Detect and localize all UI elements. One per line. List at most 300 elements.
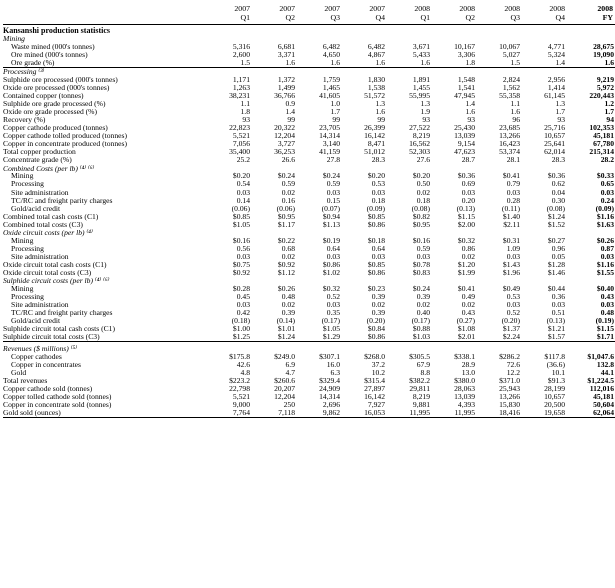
quarter-value-cell: 0.03: [236, 299, 250, 309]
quarter-value-cell: 8,219: [412, 392, 430, 402]
row-label: Sulphide ore grade processed (%): [3, 99, 106, 109]
quarter-value-cell: (0.20): [366, 315, 385, 325]
quarter-value-cell: $0.36: [457, 171, 475, 181]
quarter-value-cell: $0.32: [457, 235, 475, 245]
quarter-value-cell: 26,399: [364, 123, 385, 133]
quarter-value-cell: 1.0: [330, 99, 340, 109]
quarter-value-cell: 0.05: [551, 251, 565, 261]
fy-value-cell: 0.03: [600, 251, 614, 261]
quarter-value-cell: $268.0: [364, 352, 385, 362]
quarter-value-cell: 10,657: [544, 392, 565, 402]
quarter-value-cell: 28,199: [544, 384, 565, 394]
quarter-value-cell: 0.16: [281, 195, 295, 205]
fy-value-cell: 112,016: [589, 384, 614, 394]
quarter-value-cell: 93: [422, 115, 430, 125]
quarter-value-cell: 16,142: [364, 392, 385, 402]
subsection-label: Combined Costs (per lb) ⁽⁴⁾ ⁽⁶⁾: [3, 163, 95, 173]
subsection-header-row: [3, 165, 615, 173]
quarter-value-cell: 7,056: [232, 139, 250, 149]
quarter-value-cell: $0.86: [342, 333, 387, 342]
quarter-value-cell: 41,159: [319, 147, 340, 157]
quarter-value-cell: 55,358: [499, 91, 520, 101]
table-row: [3, 237, 615, 245]
quarter-value-cell: $329.4: [319, 376, 340, 386]
quarter-value-cell: $1.21: [547, 324, 565, 334]
row-label: Oxide circuit total costs (C3): [3, 267, 92, 277]
fy-value-cell: 44.1: [600, 368, 614, 378]
quarter-value-cell: 4,867: [367, 50, 385, 59]
fy-value-cell: 19,090: [593, 50, 614, 59]
quarter-value-cell: $0.20: [232, 171, 250, 181]
quarter-value-cell: 6,482: [367, 41, 385, 51]
quarter-value-cell: 13.0: [461, 368, 475, 378]
subsection-label: Oxide circuit costs (per lb) ⁽⁴⁾: [3, 227, 93, 237]
quarter-value-cell: 10,657: [544, 131, 565, 141]
header-year: 2008: [414, 4, 430, 13]
fy-value-cell: $1.55: [596, 267, 614, 277]
quarter-value-cell: 0.43: [461, 307, 475, 317]
section-title: Kansanshi production statistics: [3, 26, 110, 35]
row-label: Copper cathode produced (tonnes): [3, 123, 108, 133]
quarter-value-cell: (0.08): [411, 203, 430, 213]
quarter-value-cell: 1.4: [465, 99, 475, 109]
quarter-value-cell: 1.6: [252, 59, 297, 68]
quarter-value-cell: 51,012: [364, 147, 385, 157]
table-header: [3, 0, 615, 25]
quarter-value-cell: 0.02: [461, 251, 475, 261]
quarter-value-cell: 13,266: [499, 392, 520, 402]
quarter-value-cell: (0.18): [231, 315, 250, 325]
quarter-value-cell: 1.3: [555, 99, 565, 109]
table-row: [3, 353, 615, 361]
quarter-value-cell: 0.86: [461, 243, 475, 253]
quarter-value-cell: 20,322: [274, 123, 295, 133]
quarter-value-cell: $1.40: [502, 211, 520, 221]
quarter-value-cell: $1.46: [547, 267, 565, 277]
quarter-value-cell: $1.99: [457, 267, 475, 277]
quarter-value-cell: $260.6: [274, 376, 295, 386]
table-row: [3, 293, 615, 301]
quarter-value-cell: (0.14): [276, 315, 295, 325]
quarter-value-cell: $1.12: [277, 267, 295, 277]
quarter-value-cell: $0.23: [367, 283, 385, 293]
quarter-value-cell: 62,014: [544, 147, 565, 157]
row-label: Ore mined (000's tonnes): [11, 50, 88, 59]
quarter-value-cell: 0.02: [371, 299, 385, 309]
quarter-value-cell: 0.39: [371, 307, 385, 317]
quarter-value-cell: $0.44: [547, 283, 565, 293]
fy-value-cell: 45,181: [593, 131, 614, 141]
section-title-row: [3, 25, 615, 36]
quarter-value-cell: 4,771: [547, 41, 565, 51]
quarter-value-cell: 8,471: [367, 139, 385, 149]
quarter-value-cell: 1.6: [297, 59, 342, 68]
quarter-value-cell: 0.18: [371, 195, 385, 205]
table-row: [3, 140, 615, 148]
subsection-header-row: [3, 229, 615, 237]
quarter-value-cell: 1.09: [506, 243, 520, 253]
fy-value-cell: 1.2: [604, 99, 614, 109]
row-label: Copper cathodes: [11, 352, 62, 362]
quarter-value-cell: 1.4: [285, 107, 295, 117]
quarter-value-cell: 1.6: [387, 59, 432, 68]
quarter-value-cell: 0.54: [236, 179, 250, 189]
row-label: Gold/acid credit: [11, 315, 61, 325]
table-row: [3, 197, 615, 205]
quarter-value-cell: 99: [287, 115, 295, 125]
quarter-value-cell: 0.02: [281, 299, 295, 309]
header-year: 2007: [369, 4, 385, 13]
quarter-value-cell: $91.3: [547, 376, 565, 386]
quarter-value-cell: $305.5: [409, 352, 430, 362]
row-label: Sulphide circuit total costs (C3): [3, 333, 207, 342]
table-row: [3, 285, 615, 293]
quarter-value-cell: $307.1: [319, 352, 340, 362]
header-period: Q4: [522, 13, 567, 25]
fy-value-cell: 215,314: [589, 147, 614, 157]
row-label: Mining: [11, 171, 34, 181]
fy-value-cell: 132.8: [596, 360, 614, 370]
quarter-value-cell: 1,830: [367, 75, 385, 84]
table-row: [3, 59, 615, 68]
quarter-value-cell: 1.1: [510, 99, 520, 109]
quarter-value-cell: 1,562: [502, 83, 520, 93]
quarter-value-cell: (0.06): [276, 203, 295, 213]
quarter-value-cell: 25.2: [236, 155, 250, 165]
quarter-value-cell: 0.02: [461, 299, 475, 309]
quarter-value-cell: 2,600: [232, 50, 250, 59]
quarter-value-cell: 0.36: [551, 291, 565, 301]
quarter-value-cell: $315.4: [364, 376, 385, 386]
quarter-value-cell: $0.22: [277, 235, 295, 245]
quarter-value-cell: 0.62: [551, 179, 565, 189]
quarter-value-cell: 1.6: [375, 107, 385, 117]
quarter-value-cell: 12,204: [274, 131, 295, 141]
row-label: Mining: [11, 283, 34, 293]
quarter-value-cell: 7,764: [207, 409, 252, 418]
quarter-value-cell: 5,433: [412, 50, 430, 59]
quarter-value-cell: $371.0: [499, 376, 520, 386]
fy-value-cell: 0.65: [600, 179, 614, 189]
quarter-value-cell: 1.1: [240, 99, 250, 109]
quarter-value-cell: 8,219: [412, 131, 430, 141]
fy-value-cell: 0.03: [600, 187, 614, 197]
row-label: Sulphide circuit total cash costs (C1): [3, 324, 115, 334]
quarter-value-cell: 0.03: [236, 187, 250, 197]
table-row: [3, 43, 615, 51]
subsection-label: Processing ⁽³⁾: [3, 67, 45, 77]
quarter-value-cell: 24,909: [319, 384, 340, 394]
quarter-value-cell: $0.94: [322, 211, 340, 221]
quarter-value-cell: 0.04: [551, 187, 565, 197]
row-label: Combined total cash costs (C1): [3, 211, 99, 221]
quarter-value-cell: 61,145: [544, 91, 565, 101]
quarter-value-cell: $0.78: [412, 259, 430, 269]
quarter-value-cell: (0.06): [231, 203, 250, 213]
quarter-value-cell: (0.20): [501, 315, 520, 325]
quarter-value-cell: 5,027: [502, 50, 520, 59]
quarter-value-cell: 22,798: [229, 384, 250, 394]
fy-value-cell: $1.63: [596, 219, 614, 229]
production-statistics-table: [3, 0, 615, 418]
quarter-value-cell: 14,314: [319, 392, 340, 402]
header-year: 2008: [504, 4, 520, 13]
table-row: [3, 172, 615, 180]
subsection-label: Sulphide circuit costs (per lb) ⁽⁴⁾ ⁽⁶⁾: [3, 275, 110, 285]
quarter-value-cell: 3,671: [412, 41, 430, 51]
quarter-value-cell: $0.16: [232, 235, 250, 245]
quarter-value-cell: 0.03: [506, 251, 520, 261]
quarter-value-cell: 0.69: [461, 179, 475, 189]
quarter-value-cell: 0.03: [371, 187, 385, 197]
header-period: Q1: [207, 13, 252, 25]
quarter-value-cell: $0.86: [322, 259, 340, 269]
row-label: Copper in concentrates: [11, 360, 82, 370]
table-row: [3, 84, 615, 92]
quarter-value-cell: 4,650: [322, 50, 340, 59]
fy-value-cell: 1.7: [604, 107, 614, 117]
quarter-value-cell: 0.02: [416, 299, 430, 309]
quarter-value-cell: $0.28: [232, 283, 250, 293]
quarter-value-cell: 3,727: [277, 139, 295, 149]
quarter-value-cell: 1.3: [420, 99, 430, 109]
row-label: Ore grade (%): [3, 59, 207, 68]
quarter-value-cell: 99: [377, 115, 385, 125]
table-row: [3, 221, 615, 229]
quarter-value-cell: 0.39: [281, 307, 295, 317]
header-year: 2007: [234, 4, 250, 13]
table-row: [3, 148, 615, 156]
fy-value-cell: $1,224.5: [587, 376, 614, 386]
fy-value-cell: (0.19): [595, 315, 614, 325]
quarter-value-cell: 1.8: [432, 59, 477, 68]
quarter-value-cell: $0.16: [412, 235, 430, 245]
row-label: TC/RC and freight parity charges: [11, 307, 113, 317]
quarter-value-cell: 26.6: [281, 155, 295, 165]
quarter-value-cell: $0.24: [277, 171, 295, 181]
quarter-value-cell: 0.35: [326, 307, 340, 317]
quarter-value-cell: 93: [467, 115, 475, 125]
table-row: [3, 180, 615, 188]
quarter-value-cell: $175.8: [229, 352, 250, 362]
row-label: Copper cathode tolled produced (tonnes): [3, 131, 127, 141]
quarter-value-cell: 93: [557, 115, 565, 125]
header-corner: [3, 0, 207, 13]
quarter-value-cell: 0.03: [506, 187, 520, 197]
quarter-value-cell: 11,995: [387, 409, 432, 418]
fy-value-cell: $0.40: [596, 283, 614, 293]
quarter-value-cell: 0.03: [506, 299, 520, 309]
quarter-value-cell: 27,897: [364, 384, 385, 394]
quarter-value-cell: $0.88: [412, 324, 430, 334]
quarter-value-cell: $1.24: [547, 211, 565, 221]
fy-value-cell: $1.16: [596, 259, 614, 269]
row-label: Recovery (%): [3, 115, 46, 125]
quarter-value-cell: 1.4: [522, 59, 567, 68]
fy-value-cell: $0.26: [596, 235, 614, 245]
quarter-value-cell: 29,811: [409, 384, 430, 394]
fy-value-cell: 5,972: [596, 83, 614, 93]
quarter-value-cell: 1.9: [420, 107, 430, 117]
quarter-value-cell: $1.52: [547, 219, 565, 229]
quarter-value-cell: (0.07): [321, 203, 340, 213]
quarter-value-cell: 0.40: [416, 307, 430, 317]
quarter-value-cell: (0.11): [501, 203, 520, 213]
quarter-value-cell: 53,374: [499, 147, 520, 157]
header-period: Q2: [432, 13, 477, 25]
quarter-value-cell: 1.5: [477, 59, 522, 68]
fy-value-cell: 0.87: [600, 243, 614, 253]
header-year: 2007: [324, 4, 340, 13]
quarter-value-cell: 55,995: [409, 91, 430, 101]
quarter-value-cell: 16,053: [342, 409, 387, 418]
header-period: Q4: [342, 13, 387, 25]
quarter-value-cell: 0.42: [236, 307, 250, 317]
quarter-value-cell: 1,455: [412, 83, 430, 93]
quarter-value-cell: 8.8: [420, 368, 430, 378]
fy-value-cell: $1.71: [567, 333, 615, 342]
quarter-value-cell: $0.75: [232, 259, 250, 269]
quarter-value-cell: 0.14: [236, 195, 250, 205]
quarter-value-cell: 1,548: [457, 75, 475, 84]
row-label: Processing: [11, 291, 44, 301]
quarter-value-cell: 16,142: [364, 131, 385, 141]
quarter-value-cell: 0.56: [236, 243, 250, 253]
quarter-value-cell: $0.24: [322, 171, 340, 181]
quarter-value-cell: 2,696: [322, 400, 340, 410]
quarter-value-cell: 7,118: [252, 409, 297, 418]
quarter-value-cell: $1.57: [522, 333, 567, 342]
quarter-value-cell: (36.6): [546, 360, 565, 370]
quarter-value-cell: 12.2: [506, 368, 520, 378]
fy-value-cell: 94: [606, 115, 614, 125]
fy-value-cell: 50,604: [593, 400, 614, 410]
quarter-value-cell: $0.86: [367, 267, 385, 277]
quarter-value-cell: 15,830: [499, 400, 520, 410]
quarter-value-cell: 1.6: [465, 107, 475, 117]
quarter-value-cell: 1.3: [375, 99, 385, 109]
fy-value-cell: 9,219: [596, 75, 614, 84]
row-label: Oxide ore grade processed (%): [3, 107, 98, 117]
quarter-value-cell: $2.11: [503, 219, 520, 229]
row-label: Waste mined (000's tonnes): [11, 41, 95, 51]
quarter-value-cell: 25,943: [499, 384, 520, 394]
row-label: Copper tolled cathode sold (tonnes): [3, 392, 112, 402]
quarter-value-cell: 3,371: [277, 50, 295, 59]
quarter-value-cell: 2,824: [502, 75, 520, 84]
quarter-value-cell: (0.09): [366, 203, 385, 213]
quarter-value-cell: 16,423: [499, 139, 520, 149]
quarter-value-cell: 0.39: [371, 291, 385, 301]
quarter-value-cell: $0.83: [412, 267, 430, 277]
quarter-value-cell: 10,067: [499, 41, 520, 51]
quarter-value-cell: $1.20: [457, 259, 475, 269]
quarter-value-cell: 36,253: [274, 147, 295, 157]
row-label: Site administration: [11, 299, 69, 309]
quarter-value-cell: 36,766: [274, 91, 295, 101]
row-label: Concentrate grade (%): [3, 155, 72, 165]
header-period: Q3: [477, 13, 522, 25]
row-label: Mining: [11, 235, 34, 245]
quarter-value-cell: 250: [283, 400, 295, 410]
quarter-value-cell: $0.95: [277, 211, 295, 221]
row-label: Combined total costs (C3): [3, 219, 83, 229]
quarter-value-cell: 0.20: [461, 195, 475, 205]
quarter-value-cell: 0.9: [285, 99, 295, 109]
quarter-value-cell: 10.2: [371, 368, 385, 378]
quarter-value-cell: 23,705: [319, 123, 340, 133]
quarter-value-cell: 1,538: [367, 83, 385, 93]
quarter-value-cell: 0.03: [371, 251, 385, 261]
quarter-value-cell: $1.28: [547, 259, 565, 269]
fy-value-cell: 45,181: [593, 392, 614, 402]
quarter-value-cell: 3,140: [322, 139, 340, 149]
table-row: [3, 369, 615, 377]
table-row: [3, 309, 615, 317]
quarter-value-cell: 99: [332, 115, 340, 125]
header-corner: [3, 13, 207, 25]
quarter-value-cell: 4.8: [240, 368, 250, 378]
quarter-value-cell: $0.19: [322, 235, 340, 245]
quarter-value-cell: $0.26: [277, 283, 295, 293]
quarter-value-cell: $117.8: [544, 352, 565, 362]
quarter-value-cell: 16.0: [326, 360, 340, 370]
quarter-value-cell: 9,862: [297, 409, 342, 418]
quarter-value-cell: (0.27): [456, 315, 475, 325]
fy-value-cell: 67,780: [593, 139, 614, 149]
quarter-value-cell: $2.24: [477, 333, 522, 342]
quarter-value-cell: $1.25: [207, 333, 252, 342]
quarter-value-cell: $249.0: [274, 352, 295, 362]
fy-value-cell: 1.6: [567, 59, 615, 68]
quarter-value-cell: $1.02: [322, 267, 340, 277]
quarter-value-cell: 47,945: [454, 91, 475, 101]
quarter-value-cell: 1,541: [457, 83, 475, 93]
header-year-fy: 2008: [597, 4, 613, 13]
quarter-value-cell: 0.59: [281, 179, 295, 189]
row-label: Total copper production: [3, 147, 76, 157]
quarter-value-cell: 0.64: [371, 243, 385, 253]
table-row: [3, 377, 615, 385]
row-label: Gold sold (ounces): [3, 409, 207, 418]
row-label: Site administration: [11, 187, 69, 197]
quarter-value-cell: $0.92: [277, 259, 295, 269]
quarter-value-cell: 0.53: [371, 179, 385, 189]
quarter-value-cell: $1.24: [252, 333, 297, 342]
quarter-value-cell: $0.92: [232, 267, 250, 277]
fy-value-cell: $1.15: [596, 324, 614, 334]
quarter-value-cell: 18,416: [477, 409, 522, 418]
quarter-value-cell: 2,956: [547, 75, 565, 84]
quarter-value-cell: 0.03: [326, 251, 340, 261]
header-year-row: [3, 0, 615, 13]
quarter-value-cell: 0.28: [506, 195, 520, 205]
row-label: Copper cathode sold (tonnes): [3, 384, 93, 394]
quarter-value-cell: 0.51: [551, 307, 565, 317]
quarter-value-cell: 41,605: [319, 91, 340, 101]
quarter-value-cell: 25,430: [454, 123, 475, 133]
quarter-value-cell: 4,393: [457, 400, 475, 410]
table-row: [3, 213, 615, 221]
quarter-value-cell: $2.00: [457, 219, 475, 229]
quarter-value-cell: 51,572: [364, 91, 385, 101]
quarter-value-cell: $380.0: [454, 376, 475, 386]
quarter-value-cell: 0.30: [551, 195, 565, 205]
row-label: Sulphide ore processed (000's tonnes): [3, 75, 118, 84]
quarter-value-cell: 0.02: [281, 251, 295, 261]
quarter-value-cell: 6.9: [285, 360, 295, 370]
row-label: Gold/acid credit: [11, 203, 61, 213]
